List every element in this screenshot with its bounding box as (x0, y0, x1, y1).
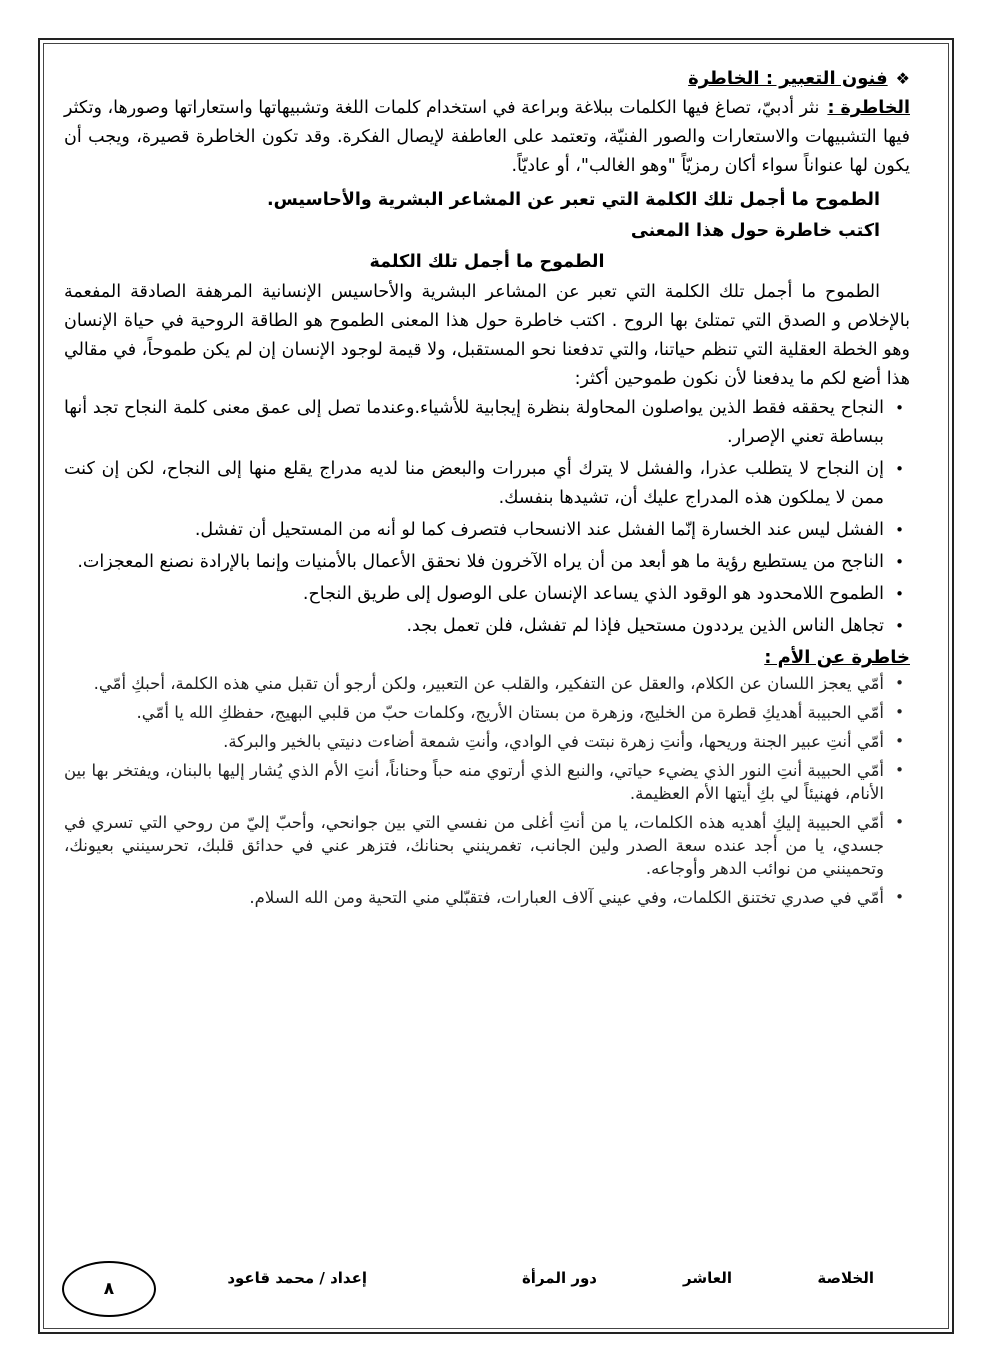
mother-section-title: خاطرة عن الأم : (764, 647, 910, 668)
footer-lesson: دور المرأة (521, 1269, 597, 1287)
section-heading (64, 64, 910, 94)
list-item: • أمّي الحبيبة أهديكِ قطرة من الخليج، وزهرة من بستان الأريج، وكلمات حبّ من قلبي البهيج، حفظكِ الله يا أمّي. (64, 701, 884, 724)
essay-intro: الطموح ما أجمل تلك الكلمة التي تعبر عن المشاعر البشرية والأحاسيس الإنسانية المرهفة الصادقة المفعمة بالإخلاص و الصدق التي تمتلئ بها الروح . اكتب خاطرة حول هذا المعنى الطموح هو الطاقة الروحية في حياة الإنسان وهو الخطة العقلية التي تنظم حياتنا، والتي تدفعنا نحو المستقبل، ولا قيمة لوجود الإنسان إن لم يكن طموحاً، في مقالي هذا أضع لكم ما يدفعنا لأن نكون طموحين أكثر: (64, 282, 910, 389)
list-item: • أمّي الحبيبة أنتِ النور الذي يضيء حياتي، والنبع الذي أرتوي منه حباً وحناناً، أنتِ الأم الذي يُشار إليها بالبنان، ويفتخر بها بين الأنام، فهنيئاً لي بكِ أيتها الأم العظيمة. (64, 759, 884, 805)
diamond-star-icon: ❖ (895, 69, 910, 88)
prompt-line-1: الطموح ما أجمل تلك الكلمة التي تعبر عن المشاعر البشرية والأحاسيس. (266, 190, 880, 210)
footer-summary: الخلاصة (817, 1269, 874, 1287)
list-item: • إن النجاح لا يتطلب عذرا، والفشل لا يترك أي مبررات والبعض منا لديه مدراج يقلع منها إلى النجاح، لكن إن كنت ممن لا يملكون هذه المدراج عليك أن، تشيدها بنفسك. (64, 455, 884, 513)
definition-paragraph (64, 94, 910, 181)
list-item: • تجاهل الناس الذين يرددون مستحيل فإذا لم تفشل، فلن تعمل بجد. (64, 612, 884, 641)
list-item: • النجاح يحققه فقط الذين يواصلون المحاولة بنظرة إيجابية للأشياء.وعندما تصل إلى عمق معنى كلمة النجاح تجد أنها ببساطة تعني الإصرار. (64, 394, 884, 452)
essay-title: الطموح ما أجمل تلك الكلمة (369, 252, 605, 272)
list-item: • أمّي أنتِ عبير الجنة وريحها، وأنتِ زهرة نبتت في الوادي، وأنتِ شمعة أضاءت دنيتي بالخير والبركة. (64, 730, 884, 753)
prompt-line-2: اكتب خاطرة حول هذا المعنى (630, 221, 880, 241)
document-content (64, 64, 910, 915)
list-item: • أمّي يعجز اللسان عن الكلام، والعقل عن التفكير، والقلب عن التعبير، ولكن أرجو أن تقبل مني هذه الكلمة، أحبكِ أمّي. (64, 672, 884, 695)
list-item: • الناجح من يستطيع رؤية ما هو أبعد من أن يراه الآخرون فلا نحقق الأعمال بالأمنيات وإنما بالإرادة نصنع المعجزات. (64, 548, 884, 577)
definition-text: نثر أدبيّ، تصاغ فيها الكلمات ببلاغة وبراعة في استخدام كلمات اللغة وتشبيهاتها واستعاراتها وصورها، وتكثر فيها التشبيهات والاستعارات والصور الفنيّة، وتعتمد على العاطفة لإيصال الفكرة. وقد تكون الخاطرة قصيرة، ويجب أن يكون لها عنواناً سواء أكان رمزيّاً "وهو الغالب"، أو عاديّاً. (64, 98, 910, 176)
list-item: • أمّي في صدري تختنق الكلمات، وفي عيني آلاف العبارات، فتقبّلي مني التحية ومن الله السلام. (64, 886, 884, 909)
list-item: • الطموح اللامحدود هو الوقود الذي يساعد الإنسان على الوصول إلى طريق النجاح. (64, 580, 884, 609)
essay-bullet-list (64, 394, 910, 641)
page-number: ٨ (103, 1279, 115, 1299)
footer-grade: العاشر (683, 1269, 732, 1287)
section-heading-text: فنون التعبير : الخاطرة (688, 68, 888, 89)
footer-author: إعداد / محمد قاعود (227, 1269, 367, 1287)
list-item: • أمّي الحبيبة إليكِ أهديه هذه الكلمات، يا من أنتِ أغلى من نفسي التي بين جوانحي، وأحبّ إليّ من روحي التي تسري في جسدي، يا من أجد عنده سعة الصدر ولين الجانب، تغمرينني بحنانك، فتزهر عني في حدائق قلبك، تحرسينني بعيونك، وتحمينني من نوائب الدهر وأوجاعه. (64, 811, 884, 880)
page-number-badge (62, 1261, 156, 1317)
definition-label: الخاطرة : (827, 98, 910, 118)
mother-bullet-list (64, 672, 910, 909)
list-item: • الفشل ليس عند الخسارة إنّما الفشل عند الانسحاب فتصرف كما لو أنه من المستحيل أن تفشل. (64, 516, 884, 545)
